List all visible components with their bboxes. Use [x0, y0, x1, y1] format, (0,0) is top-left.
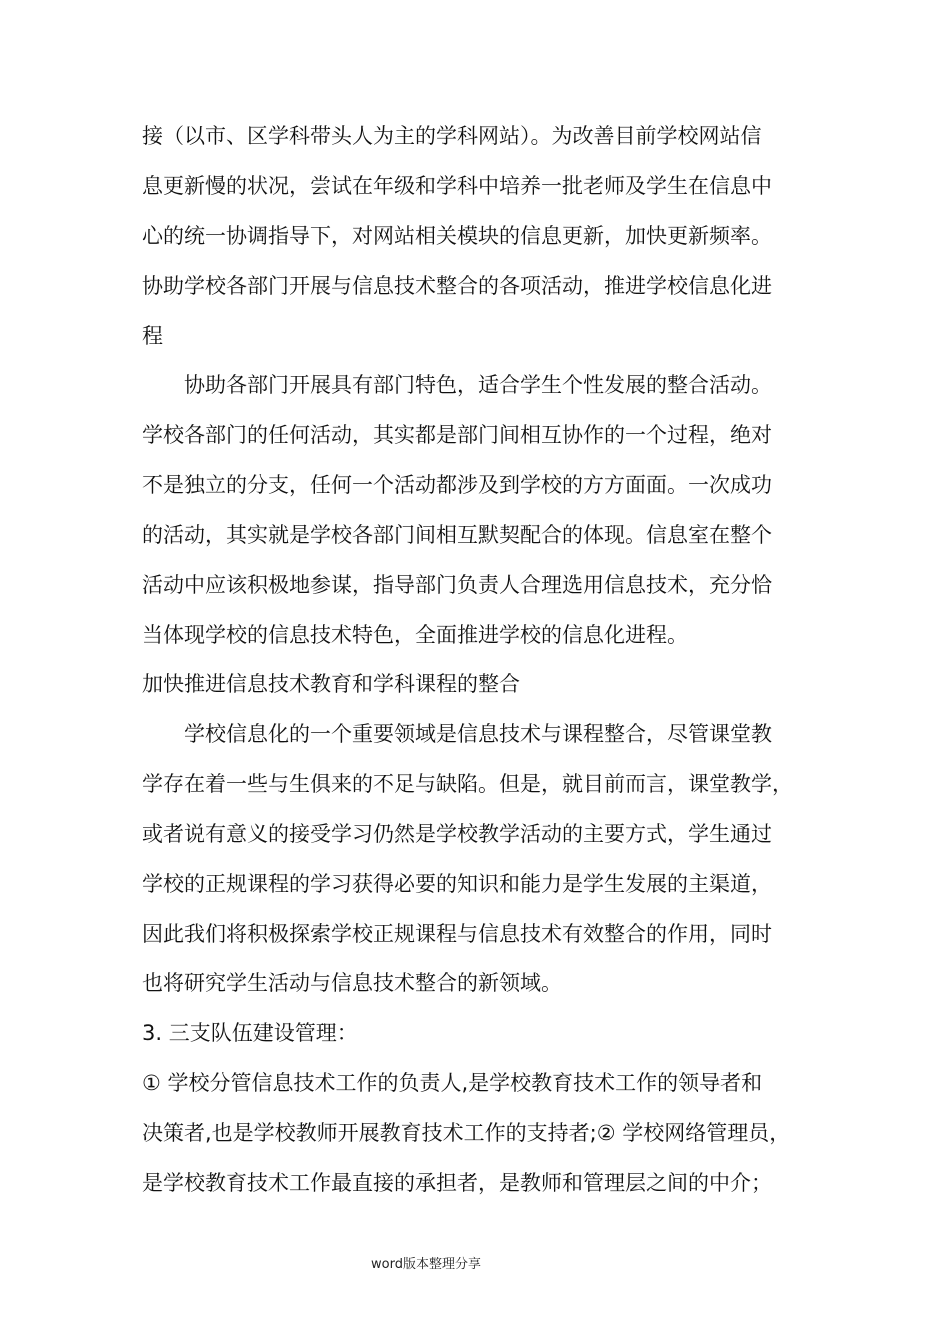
- text-line: 学校各部门的任何活动，其实都是部门间相互协作的一个过程，绝对: [142, 423, 772, 447]
- text-line: 或者说有意义的接受学习仍然是学校教学活动的主要方式，学生通过: [142, 822, 772, 846]
- paragraph-first-line: 协助各部门开展具有部门特色，适合学生个性发展的整合活动。: [184, 373, 772, 397]
- text-line: 息更新慢的状况，尝试在年级和学科中培养一批老师及学生在信息中: [142, 174, 772, 198]
- text-line: 当体现学校的信息技术特色，全面推进学校的信息化进程。: [142, 623, 688, 647]
- paragraph-first-line: 学校信息化的一个重要领域是信息技术与课程整合，尽管课堂教: [184, 722, 772, 746]
- section-heading: 加快推进信息技术教育和学科课程的整合: [142, 672, 520, 696]
- text-line: 也将研究学生活动与信息技术整合的新领域。: [142, 971, 562, 995]
- text-line: 因此我们将积极探索学校正规课程与信息技术有效整合的作用，同时: [142, 922, 772, 946]
- section-heading: 协助学校各部门开展与信息技术整合的各项活动，推进学校信息化进: [142, 274, 772, 298]
- text-line: 心的统一协调指导下，对网站相关模块的信息更新，加快更新频率。: [142, 224, 772, 248]
- text-line: 不是独立的分支，任何一个活动都涉及到学校的方方面面。一次成功: [142, 473, 772, 497]
- text-line: 接（以市、区学科带头人为主的学科网站）。为改善目前学校网站信: [142, 124, 762, 148]
- page-footer: word版本整理分享: [371, 1257, 481, 1272]
- text-line: 学校的正规课程的学习获得必要的知识和能力是学生发展的主渠道，: [142, 872, 772, 896]
- text-line: ① 学校分管信息技术工作的负责人,是学校教育技术工作的领导者和: [142, 1071, 763, 1095]
- text-line: 是学校教育技术工作最直接的承担者，是教师和管理层之间的中介；: [142, 1171, 772, 1195]
- text-line: 决策者,也是学校教师开展教育技术工作的支持者;② 学校网络管理员，: [142, 1121, 791, 1145]
- section-heading-continued: 程: [142, 324, 163, 348]
- numbered-heading: 3. 三支队伍建设管理：: [142, 1021, 358, 1045]
- text-line: 学存在着一些与生俱来的不足与缺陷。但是，就目前而言，课堂教学，: [142, 772, 793, 796]
- text-line: 活动中应该积极地参谋，指导部门负责人合理选用信息技术，充分恰: [142, 573, 772, 597]
- text-line: 的活动，其实就是学校各部门间相互默契配合的体现。信息室在整个: [142, 523, 772, 547]
